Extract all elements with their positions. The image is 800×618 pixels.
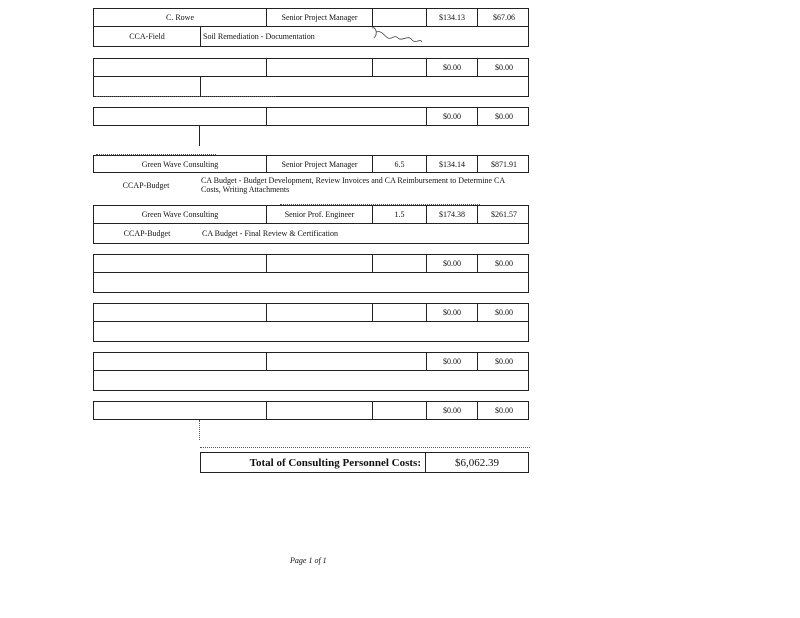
entry-header-row [93, 205, 529, 224]
hourly-rate: $0.00 [426, 108, 477, 125]
position-title [266, 59, 372, 76]
task-code [93, 126, 199, 146]
entry-detail-row [93, 173, 529, 197]
entry-detail-row [93, 420, 529, 440]
hourly-rate: $0.00 [426, 402, 477, 419]
entry-header-row [93, 352, 529, 371]
hourly-rate: $0.00 [426, 353, 477, 370]
hours [372, 255, 426, 272]
entry-header-row [93, 8, 529, 27]
cost-entry [93, 205, 529, 244]
hours [372, 402, 426, 419]
total-label: Total of Consulting Personnel Costs: [249, 456, 421, 469]
entry-detail-row [93, 322, 529, 342]
scan-artifact-line [96, 96, 276, 97]
cost-entry [93, 254, 529, 293]
hourly-rate: $0.00 [426, 255, 477, 272]
scan-artifact-line [96, 154, 216, 155]
line-cost: $261.57 [477, 206, 530, 223]
cost-entry [93, 58, 529, 97]
hours: 6.5 [372, 156, 426, 172]
task-description [200, 77, 528, 96]
entry-header-row [93, 155, 529, 173]
scan-artifact-line [200, 447, 530, 448]
hours [372, 304, 426, 321]
entry-detail-row [93, 77, 529, 97]
task-code: CCA-Field [129, 32, 165, 41]
line-cost: $871.91 [477, 156, 530, 172]
entry-detail-row [93, 273, 529, 293]
entry-header-row [93, 58, 529, 77]
task-code [94, 322, 200, 341]
task-code: CCAP-Budget [123, 229, 171, 238]
line-cost: $0.00 [477, 402, 530, 419]
firm-name: Green Wave Consulting [141, 210, 219, 219]
entry-detail-row [93, 371, 529, 391]
task-description [200, 322, 528, 341]
task-description: CA Budget - Budget Development, Review Invoices and CA Reimbursement to Determine CA Costs, Writing Attachments [201, 176, 505, 194]
firm-name [94, 108, 266, 125]
line-cost: $67.06 [477, 9, 530, 26]
entry-detail-row [93, 224, 529, 244]
cost-entry [93, 155, 529, 200]
line-cost: $0.00 [477, 108, 530, 125]
hourly-rate: $0.00 [426, 304, 477, 321]
line-cost: $0.00 [477, 59, 530, 76]
position-title: Senior Project Manager [266, 156, 372, 172]
total-value: $6,062.39 [425, 453, 528, 472]
firm-name [94, 59, 266, 76]
task-description: CA Budget - Final Review & Certification [202, 229, 338, 238]
position-title [266, 402, 372, 419]
firm-name [94, 255, 266, 272]
line-cost: $0.00 [477, 255, 530, 272]
firm-name: C. Rowe [166, 13, 194, 22]
task-description [200, 371, 528, 390]
firm-name [94, 402, 266, 419]
entry-detail-row [93, 27, 529, 47]
entry-header-row [93, 107, 529, 126]
hourly-rate: $134.14 [426, 156, 477, 172]
hourly-rate: $134.13 [426, 9, 477, 26]
hours [372, 59, 426, 76]
firm-name: Green Wave Consulting [141, 159, 219, 169]
cost-entry [93, 303, 529, 342]
entry-header-row [93, 401, 529, 420]
scan-artifact-line [280, 204, 480, 205]
entry-header-row [93, 254, 529, 273]
task-description [199, 126, 529, 146]
total-row [200, 452, 529, 473]
entry-detail-row [93, 126, 529, 146]
position-title: Senior Project Manager [266, 9, 372, 26]
cost-entry [93, 401, 529, 440]
task-description [200, 273, 528, 292]
hourly-rate: $174.38 [426, 206, 477, 223]
cost-entry [93, 8, 529, 47]
task-code: CCAP-Budget [122, 180, 170, 190]
position-title [266, 255, 372, 272]
cost-entry [93, 107, 529, 146]
task-code [94, 273, 200, 292]
task-code [94, 77, 200, 96]
task-code [93, 420, 199, 440]
hourly-rate: $0.00 [426, 59, 477, 76]
page-number: Page 1 of 1 [290, 556, 327, 565]
position-title: Senior Prof. Engineer [266, 206, 372, 223]
firm-name [94, 353, 266, 370]
line-cost: $0.00 [477, 304, 530, 321]
task-code [94, 371, 200, 390]
line-cost: $0.00 [477, 353, 530, 370]
firm-name [94, 304, 266, 321]
signature-scribble [368, 24, 424, 50]
task-description: Soil Remediation - Documentation [200, 27, 528, 46]
entry-header-row [93, 303, 529, 322]
cost-entry [93, 352, 529, 391]
hours: 1.5 [372, 206, 426, 223]
position-title [266, 304, 372, 321]
task-description [199, 420, 529, 440]
